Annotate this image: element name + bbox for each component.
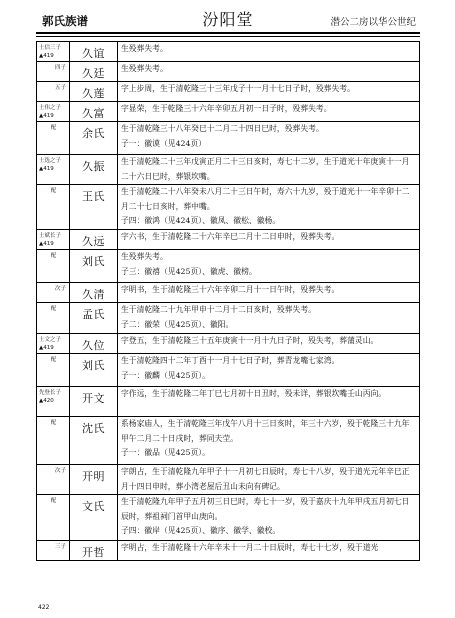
table-row <box>37 230 420 250</box>
table-row <box>37 303 420 334</box>
relation-cell <box>37 283 70 303</box>
biography-text: 字六书，生于清乾隆二十六年辛巳二月十二日申时，殁葬失考。 <box>121 232 340 241</box>
biography-cell <box>118 387 420 417</box>
biography-text: 字朗占，生于清乾隆九年甲子十一月初七日辰时，寿七十八岁，殁于道光元年辛巳正月十四日申时，葬小湾老屋后丑山未向有碑记。 <box>121 467 410 491</box>
table-row <box>37 283 420 303</box>
person-name: 开明 <box>70 465 118 495</box>
biography-cell <box>118 303 420 334</box>
relation-cell <box>37 417 70 465</box>
biography-cell <box>118 334 420 354</box>
biography-text: 字上步周，生于清乾隆三十三年戊子十一月十七日子时，殁葬失考。 <box>121 84 355 93</box>
person-name: 久远 <box>70 230 118 250</box>
relation-cell <box>37 230 70 250</box>
relation-label: 先登长子 <box>39 390 62 396</box>
relation-label: 士信三子 <box>39 45 62 51</box>
relation-label: 次子 <box>54 286 66 292</box>
table-row <box>37 354 420 387</box>
person-name: 久廷 <box>70 62 118 82</box>
relation-cell <box>37 185 70 230</box>
person-name: 余氏 <box>70 122 118 155</box>
biography-text: 生于清乾隆二十三年戊寅正月二十三日亥时，寿七十二岁，生于道光十年庚寅十一月二十六日巳时，葬银坎嘴。 <box>121 157 410 181</box>
person-name: 刘氏 <box>70 250 118 283</box>
person-name: 开哲 <box>70 541 118 561</box>
branch-title: 潜公二房以华公世纪 <box>330 17 416 28</box>
table-row <box>37 417 420 465</box>
relation-label: 配 <box>50 420 57 426</box>
children-line: 子二：徽荣（见425页）、徽阳。 <box>121 319 234 329</box>
relation-cell <box>37 303 70 334</box>
table-row <box>37 42 420 62</box>
biography-cell <box>118 230 420 250</box>
relation-cell <box>37 465 70 495</box>
table-row <box>37 62 420 82</box>
relation-label: 次子 <box>54 468 66 474</box>
biography-cell <box>118 354 420 387</box>
relation-cell <box>37 82 70 102</box>
relation-cell <box>37 334 70 354</box>
page-reference: ▲419 <box>39 113 54 119</box>
person-name: 久谊 <box>70 42 118 62</box>
relation-label: 配 <box>50 125 57 131</box>
table-row <box>37 185 420 230</box>
children-line: 子一：徽麟（见425页）。 <box>121 370 210 380</box>
relation-cell <box>37 42 70 62</box>
biography-cell <box>118 42 420 62</box>
biography-cell <box>118 82 420 102</box>
biography-cell <box>118 102 420 122</box>
person-name: 久莲 <box>70 82 118 102</box>
header-rule-thin <box>36 36 420 37</box>
biography-cell <box>118 465 420 495</box>
table-row <box>37 82 420 102</box>
relation-cell <box>37 250 70 283</box>
children-line: 子一：徽品（见425页）。 <box>121 448 210 457</box>
biography-text: 生于清乾隆三十八年癸巳十二月二十四日巳时，殁葬失考。 <box>121 124 324 133</box>
table-row <box>37 465 420 495</box>
relation-cell <box>37 495 70 541</box>
table-row <box>37 387 420 417</box>
biography-text: 生殁葬失考。 <box>121 44 168 53</box>
book-title: 郭氏族谱 <box>42 14 88 28</box>
children-line: 子四：徽鸿（见424页）、徽凤、徽松、徽杨。 <box>121 216 281 225</box>
relation-cell <box>37 122 70 155</box>
relation-label: 配 <box>50 253 57 259</box>
person-name: 开文 <box>70 387 118 417</box>
biography-cell <box>118 250 420 283</box>
biography-cell <box>118 122 420 155</box>
relation-label: 三子 <box>54 544 66 550</box>
relation-label: 士斌长子 <box>39 233 62 239</box>
table-row <box>37 334 420 354</box>
biography-cell <box>118 417 420 465</box>
biography-text: 字作远，生于清乾隆二年丁巳七月初十日丑时，殁未详，葬银坎嘴壬山丙向。 <box>121 389 387 398</box>
relation-label: 配 <box>50 498 57 504</box>
person-name: 沈氏 <box>70 417 118 465</box>
page-header <box>36 4 420 36</box>
relation-label: 五子 <box>54 85 66 91</box>
person-name: 孟氏 <box>70 303 118 334</box>
person-name: 王氏 <box>70 185 118 230</box>
page-number: 422 <box>38 604 50 611</box>
relation-cell <box>37 541 70 561</box>
biography-text: 字明占，生于清乾隆十六年辛未十一月二十日辰时，寿七十七岁，殁于道光 <box>121 543 379 552</box>
relation-cell <box>37 62 70 82</box>
person-name: 文氏 <box>70 495 118 541</box>
table-row <box>37 102 420 122</box>
page-reference: ▲419 <box>39 53 54 59</box>
children-line: 子四：徽岸（见425页）、徽序、徽学、徽校。 <box>121 526 281 535</box>
table-row <box>37 155 420 185</box>
relation-cell <box>37 354 70 387</box>
biography-cell <box>118 62 420 82</box>
children-line: 子三：徽禧（见425页）、徽虎、徽榜。 <box>121 266 257 276</box>
relation-label: 士文之子 <box>39 337 62 343</box>
biography-cell <box>118 495 420 541</box>
biography-text: 系杨家庙人，生于清乾隆三年戊午八月十三日亥时，年三十六岁，殁于乾隆三十九年甲午二月二十日戌时，葬同夫茔。 <box>121 419 410 443</box>
page-reference: ▲419 <box>39 345 54 351</box>
relation-label: 士选之子 <box>39 158 62 164</box>
person-name: 久振 <box>70 155 118 185</box>
biography-text: 字登五，生于清乾隆三十五年庚寅十一月十九日子时，殁失考，葬蒲灵山。 <box>121 336 379 345</box>
biography-text: 字显荣，生于乾隆三十六年辛卯五月初一日子时，殁葬失考。 <box>121 104 332 113</box>
person-name: 久清 <box>70 283 118 303</box>
relation-label: 配 <box>50 357 57 363</box>
person-name: 久富 <box>70 102 118 122</box>
biography-text: 生于清乾隆二十九年甲申十二月十二日亥时，殁葬失考。 <box>121 305 316 314</box>
relation-cell <box>37 102 70 122</box>
table-row <box>37 541 420 561</box>
biography-text: 生殁葬失考。 <box>121 64 168 73</box>
relation-cell <box>37 155 70 185</box>
relation-label: 配 <box>50 306 57 312</box>
relation-label: 四子 <box>54 65 66 71</box>
relation-label: 士伟之子 <box>39 105 62 111</box>
biography-cell <box>118 185 420 230</box>
page-reference: ▲419 <box>39 166 54 172</box>
biography-text: 生于清乾隆九年甲子五月初三日巳时，寿七十一岁，殁于嘉庆十九年甲戌五月初七日辰时，葬祖祠门首甲山庚向。 <box>121 497 410 521</box>
person-name: 久位 <box>70 334 118 354</box>
biography-text: 生于清乾隆四十二年丁酉十一月十七日子时，葬青龙嘴七家湾。 <box>121 356 340 365</box>
table-row <box>37 495 420 541</box>
relation-label: 配 <box>50 188 57 194</box>
page-reference: ▲420 <box>39 398 54 404</box>
page-reference: ▲419 <box>39 241 54 247</box>
relation-cell <box>37 387 70 417</box>
children-line: 子一：徽谟（见424页） <box>121 138 207 148</box>
biography-text: 生殁葬失考。 <box>121 252 168 261</box>
biography-cell <box>118 283 420 303</box>
hall-name: 汾阳堂 <box>202 10 254 29</box>
biography-text: 生于清乾隆二十八年癸未八月二十三日午时，寿六十九岁，殁于道光十一年辛卯十二月二十七日亥时，葬中嘴。 <box>121 187 410 211</box>
biography-cell <box>118 155 420 185</box>
header-rule-thick <box>36 32 420 34</box>
biography-cell <box>118 541 420 561</box>
person-name: 刘氏 <box>70 354 118 387</box>
genealogy-table <box>36 41 420 561</box>
biography-text: 字明书，生于清乾隆三十六年辛卯二月十一日午时，殁葬失考。 <box>121 285 340 294</box>
table-row <box>37 122 420 155</box>
table-row <box>37 250 420 283</box>
